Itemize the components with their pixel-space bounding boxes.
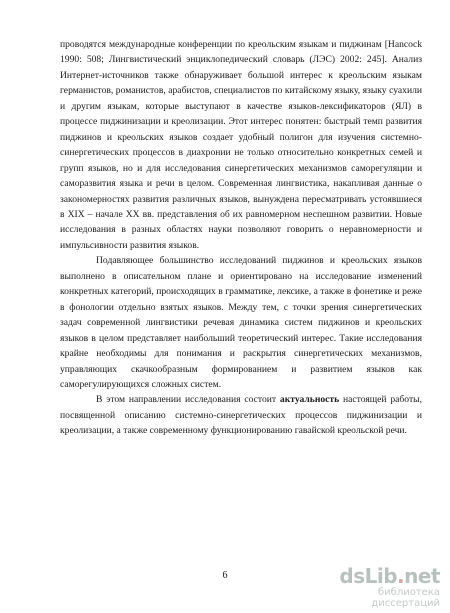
watermark <box>330 565 440 609</box>
watermark-logo-dot: . <box>397 564 405 588</box>
paragraph-relevance-rest: настоящей работы, посвященной описанию системно-синергетических процессов пиджинизации и креолизации, а также современному функционированию гавайской креольской речи. <box>60 394 422 437</box>
paragraph-research-overview-text: Подавляющее большинство исследований пиджинов и креольских языков выполнено в описательном плане и ориентировано на исследование изменений конкретных категорий, происходящих в грамматике, лексике, а также в фонетике и реже в фонологии отдельно взятых языков. Между тем, с точки зрения синергетических задач современной лингвистики речевая динамика систем пиджинов и креольских языков в целом представляет наибольший теоретический интерес. Такие исследования крайне необходимы для понимания и раскрытия синергетических механизмов, управляющих скачкообразным формированием и развитием языков как саморегулирующихся сложных систем. <box>60 255 422 390</box>
watermark-logo-tld: net <box>404 564 440 588</box>
document-body <box>60 37 422 439</box>
page-number: 6 <box>222 570 228 581</box>
paragraph-intro-text: проводятся международные конференции по креольским языкам и пиджинам [Hancock 1990: 508; Лингвистический энциклопедический словарь (ЛЭС) 2002: 245]. Анализ Интернет-источников также обнаруживает большой интерес к креольским языкам германистов, романистов, арабистов, специалистов по китайскому языку, языку суахили и другим языкам, которые выступают в качестве языков-лексификаторов (ЯЛ) в процессе пиджинизации и креолизации. Этот интерес понятен: быстрый темп развития пиджинов и креольских языков создает удобный полигон для изучения системно-синергетических процессов в диахронии не только относительно конкретных семей и групп языков, но и для исследования синергетических механизмов саморегуляции и саморазвития языка и речи в целом. Современная лингвистика, накапливая данные о закономерностях развития различных языков, вынуждена пересматривать устоявшиеся в XIX – начале XX вв. представления об их равномерном неспешном развитии. Новые исследования в разных областях науки позволяют говорить о неравномерности и импульсивности развития языков. <box>60 39 422 251</box>
paragraph-relevance-lead: В этом направлении исследования состоит <box>96 394 280 406</box>
watermark-logo <box>330 565 440 587</box>
paragraph-intro <box>60 37 422 253</box>
watermark-subtitle: библиотека диссертаций <box>371 587 440 609</box>
watermark-logo-main: dsLib <box>339 564 398 588</box>
paragraph-research-overview <box>60 253 422 392</box>
relevance-keyword: актуальность <box>279 394 340 406</box>
paragraph-relevance <box>60 392 422 438</box>
